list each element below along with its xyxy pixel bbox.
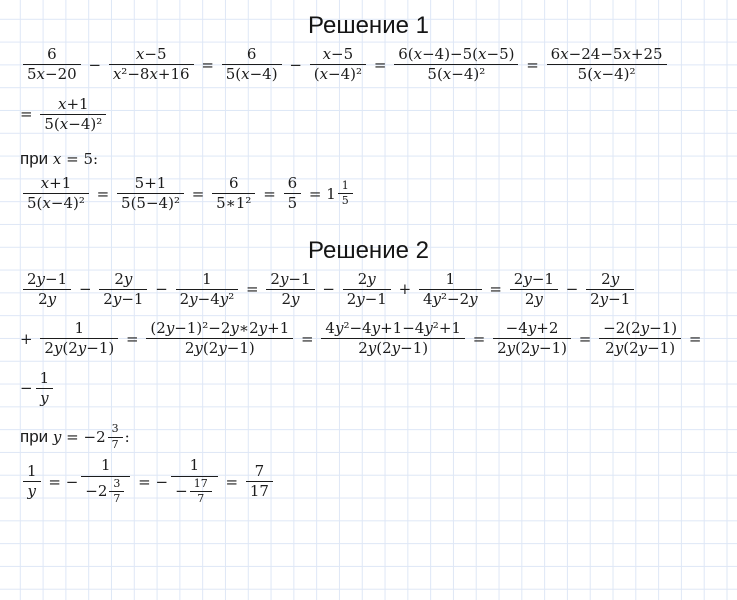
- math-text: 1: [74, 319, 85, 337]
- fraction-numerator: [132, 46, 171, 63]
- fraction-numerator: [110, 271, 136, 288]
- math-text: 17: [193, 476, 208, 490]
- fraction-denominator: [108, 439, 123, 452]
- math-text: :: [124, 428, 130, 447]
- fraction-numerator: [597, 271, 623, 288]
- math-text: =: [526, 55, 539, 74]
- fraction: [117, 175, 184, 213]
- math-text: −: [20, 379, 33, 398]
- math-text: 7: [113, 492, 121, 506]
- fraction: [190, 478, 212, 506]
- equation-line: [0, 370, 737, 408]
- fraction: [284, 175, 302, 213]
- fraction: [109, 478, 124, 506]
- math-text: x = 5:: [52, 150, 99, 168]
- math-text: 5(x−4)²: [427, 65, 486, 84]
- math-text: +: [398, 280, 412, 299]
- fraction: [36, 370, 54, 408]
- fraction: [586, 271, 634, 309]
- math-text: 2y(2y−1): [44, 339, 115, 358]
- math-text: −: [88, 55, 102, 74]
- math-text: −: [322, 280, 335, 299]
- fraction-denominator: [34, 291, 60, 308]
- fraction: [40, 96, 106, 134]
- fraction-denominator: [423, 66, 489, 83]
- fraction: [108, 423, 123, 451]
- math-text: =: [263, 184, 276, 203]
- fraction-denominator: [40, 340, 118, 357]
- math-text: = 1: [308, 184, 336, 203]
- math-text: 1: [27, 461, 37, 480]
- fraction: [246, 463, 273, 501]
- math-text: =: [301, 329, 314, 348]
- fraction-denominator: [338, 195, 353, 208]
- math-text: 17: [249, 482, 269, 501]
- math-text: =: [225, 472, 239, 491]
- fraction: [310, 46, 366, 84]
- math-text: 5∗1²: [216, 194, 252, 213]
- fraction-numerator: [284, 175, 302, 192]
- math-text: 2y−1: [270, 269, 311, 288]
- math-text: 6: [287, 174, 298, 192]
- fraction-numerator: [23, 271, 71, 288]
- fraction-numerator: [225, 175, 243, 192]
- fraction: [338, 180, 353, 208]
- fraction-denominator: [310, 66, 366, 83]
- fraction: [493, 320, 571, 358]
- fraction-numerator: [198, 271, 216, 288]
- equation-line: [0, 96, 737, 134]
- math-text: (x−4)²: [313, 65, 363, 84]
- fraction: [40, 320, 118, 358]
- fraction-numerator: [599, 320, 681, 337]
- math-text: 7: [111, 437, 119, 451]
- fraction: [23, 175, 89, 213]
- section-title: Решение 1: [308, 12, 429, 39]
- fraction-denominator: [277, 291, 303, 308]
- fraction-numerator: [502, 320, 563, 337]
- fraction-numerator: [394, 46, 518, 63]
- fraction-denominator: [109, 493, 124, 506]
- fraction-numerator: [108, 423, 123, 436]
- fraction: [81, 457, 130, 506]
- fraction-denominator: [99, 291, 147, 308]
- fraction-numerator: [338, 180, 353, 193]
- math-text: y: [40, 388, 49, 407]
- fraction-denominator: [493, 340, 571, 357]
- fraction: [23, 46, 81, 84]
- fraction-denominator: [246, 483, 273, 500]
- fraction-denominator: [601, 340, 679, 357]
- fraction-numerator: [190, 478, 212, 491]
- equation-line: [0, 271, 737, 309]
- fraction-numerator: [547, 46, 667, 63]
- math-text: 5(x−4)²: [577, 65, 636, 84]
- math-text: 1: [202, 269, 212, 288]
- equation-line: [0, 46, 737, 84]
- condition-line: [0, 423, 737, 451]
- math-text: 5: [287, 194, 298, 213]
- math-text: 2y(2y−1): [184, 339, 255, 358]
- equation-line: [0, 175, 737, 213]
- math-text: 7: [197, 492, 205, 506]
- fraction-numerator: [354, 271, 380, 288]
- fraction-denominator: [23, 66, 81, 83]
- math-text: 1: [341, 178, 349, 192]
- math-text: 5x−20: [27, 65, 77, 84]
- math-text: 2y: [281, 289, 300, 308]
- fraction-numerator: [146, 320, 293, 337]
- math-text: +: [20, 329, 33, 348]
- math-text: −4y+2: [505, 319, 559, 337]
- math-text: =: [201, 55, 214, 74]
- math-text: 5(x−4)²: [27, 194, 85, 213]
- math-text: =: [96, 184, 110, 203]
- fraction-denominator: [284, 195, 302, 212]
- math-text: =: [578, 329, 592, 348]
- fraction-numerator: [36, 370, 54, 387]
- math-text: 6x−24−5x+25: [550, 45, 663, 63]
- fraction: [321, 320, 465, 358]
- fraction-numerator: [43, 46, 61, 63]
- equation-line: [0, 320, 737, 358]
- fraction-numerator: [131, 175, 171, 192]
- math-text: 2y−1: [346, 289, 387, 308]
- math-text: =: [373, 55, 387, 74]
- fraction: [394, 46, 518, 84]
- fraction: [99, 271, 147, 309]
- fraction: [171, 457, 218, 506]
- math-text: (2y−1)²−2y∗2y+1: [150, 319, 290, 337]
- math-text: 2y: [357, 269, 376, 288]
- fraction: [176, 271, 239, 309]
- fraction-numerator: [54, 96, 93, 113]
- math-text: 2y: [38, 289, 57, 308]
- fraction-numerator: [442, 271, 460, 288]
- math-text: 5+1: [134, 174, 167, 192]
- fraction-denominator: [171, 478, 218, 506]
- math-text: −2(2y−1): [603, 319, 678, 337]
- math-text: 2y: [601, 269, 620, 288]
- math-text: =: [191, 184, 205, 203]
- fraction-denominator: [354, 340, 432, 357]
- math-text: x−5: [322, 45, 354, 63]
- fraction-denominator: [181, 340, 259, 357]
- condition-label: при: [20, 149, 53, 168]
- math-text: 2y−1: [103, 289, 144, 308]
- fraction-numerator: [266, 271, 314, 288]
- math-text: 6: [228, 174, 239, 192]
- math-text: 4y²−4y+1−4y²+1: [325, 319, 461, 337]
- math-text: 2y(2y−1): [497, 339, 567, 358]
- math-text: 3: [113, 476, 121, 490]
- fraction: [23, 463, 41, 501]
- fraction-denominator: [23, 195, 89, 212]
- fraction-denominator: [521, 291, 547, 308]
- math-text: 7: [254, 461, 265, 480]
- math-text: −2: [85, 482, 108, 501]
- math-text: 6: [246, 45, 257, 63]
- math-text: 1: [189, 456, 200, 475]
- math-text: 5(x−4): [225, 65, 278, 84]
- fraction: [599, 320, 681, 358]
- fraction: [547, 46, 667, 84]
- equation-line: [0, 457, 737, 506]
- math-text: =: [20, 105, 33, 124]
- math-text: −: [78, 280, 92, 299]
- math-text: 3: [111, 422, 119, 435]
- section-title: Решение 2: [308, 236, 429, 264]
- fraction-denominator: [117, 195, 184, 212]
- fraction-denominator: [81, 478, 130, 506]
- math-text: =: [472, 329, 486, 348]
- fraction-denominator: [212, 195, 255, 212]
- fraction: [343, 271, 391, 309]
- fraction-denominator: [586, 291, 634, 308]
- math-text: =: [126, 329, 139, 348]
- fraction-numerator: [37, 175, 76, 192]
- math-text: =: [688, 329, 702, 348]
- fraction-denominator: [419, 291, 482, 308]
- fraction: [23, 271, 71, 309]
- math-text: = −: [48, 472, 79, 491]
- math-text: −: [175, 482, 188, 501]
- fraction: [266, 271, 314, 309]
- fraction-numerator: [71, 320, 89, 337]
- fraction-denominator: [24, 483, 40, 500]
- math-text: 5: [341, 194, 349, 208]
- math-text: 6: [47, 45, 57, 63]
- fraction-numerator: [251, 463, 269, 480]
- math-text: x+1: [40, 174, 72, 192]
- math-text: −: [155, 280, 168, 299]
- fraction-denominator: [36, 390, 52, 407]
- condition-line: [0, 149, 737, 169]
- fraction: [109, 46, 194, 84]
- fraction: [146, 320, 293, 358]
- math-text: =: [246, 280, 259, 299]
- math-text: x−5: [135, 45, 167, 63]
- math-text: =: [489, 280, 502, 299]
- math-text: 4y²−2y: [422, 289, 478, 308]
- fraction-numerator: [321, 320, 465, 337]
- math-text: x²−8x+16: [112, 65, 190, 84]
- math-text: 5(5−4)²: [121, 194, 180, 213]
- fraction-numerator: [319, 46, 358, 63]
- fraction-denominator: [193, 493, 208, 506]
- math-text: 2y−1: [590, 289, 631, 308]
- fraction-denominator: [222, 66, 282, 83]
- fraction-numerator: [97, 457, 115, 474]
- math-text: 6(x−4)−5(x−5): [398, 45, 515, 63]
- fraction-denominator: [574, 66, 640, 83]
- fraction-numerator: [186, 457, 204, 474]
- fraction-numerator: [109, 478, 124, 491]
- math-text: 2y−1: [27, 269, 68, 288]
- math-text: 2y: [524, 289, 543, 308]
- math-text: 2y(2y−1): [605, 339, 676, 358]
- math-text: = −: [138, 472, 169, 491]
- math-text: 1: [101, 456, 111, 475]
- fraction: [419, 271, 482, 309]
- fraction-denominator: [40, 116, 106, 133]
- fraction-denominator: [343, 291, 391, 308]
- fraction-numerator: [23, 463, 41, 480]
- fraction: [222, 46, 282, 84]
- math-text: 2y: [114, 269, 133, 288]
- math-text: 2y−4y²: [179, 289, 235, 308]
- condition-label: при: [20, 427, 53, 447]
- math-text: 2y(2y−1): [358, 339, 429, 358]
- fraction-bar: [81, 476, 130, 477]
- math-text: y: [27, 482, 37, 501]
- math-text: x+1: [58, 94, 89, 113]
- math-text: y = −2: [52, 428, 106, 447]
- math-text: 1: [445, 269, 456, 288]
- fraction-denominator: [176, 291, 239, 308]
- fraction-numerator: [243, 46, 261, 63]
- math-text: −: [565, 280, 579, 299]
- math-text: −: [289, 55, 302, 74]
- fraction-numerator: [510, 271, 558, 288]
- math-text: 1: [39, 368, 50, 387]
- math-text: 5(x−4)²: [44, 114, 103, 133]
- fraction-denominator: [109, 66, 194, 83]
- fraction: [510, 271, 558, 309]
- fraction: [212, 175, 255, 213]
- math-text: 2y−1: [513, 269, 554, 288]
